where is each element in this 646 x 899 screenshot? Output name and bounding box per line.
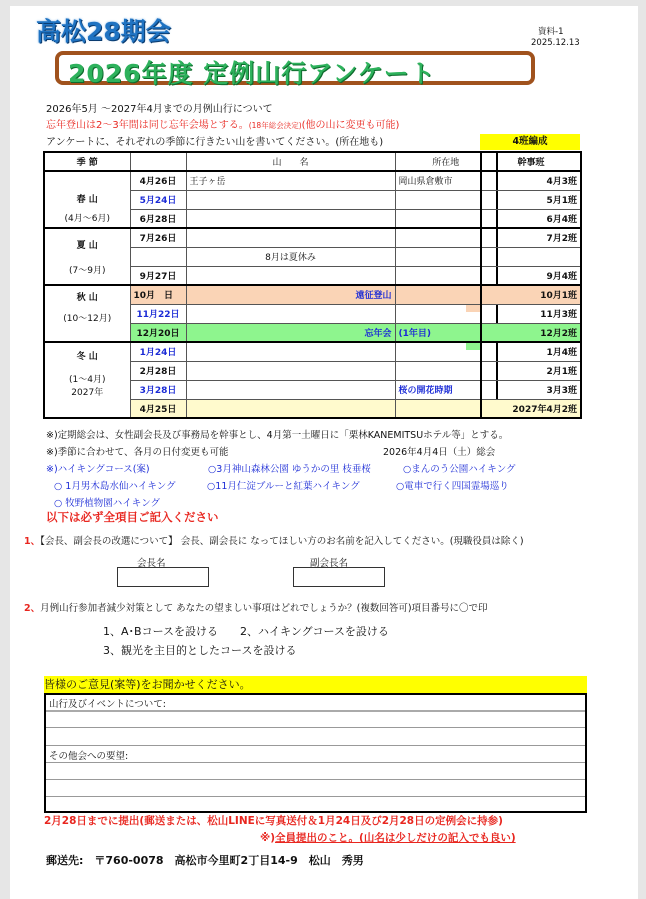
all-submit-prefix: ※) bbox=[260, 832, 276, 844]
deadline-notice: 2月28日までに提出(郵送または、松山LINEに写真送付＆1月24日及び2月28日の定例会に持参) bbox=[44, 815, 503, 827]
note-general-meeting: ※)定期総会は、女性副会長及び事務局を幹事とし、4月第一土曜日に「栗林KANEMITSUホテル等」とする。 bbox=[46, 430, 509, 441]
season-name: 春 山 bbox=[76, 194, 98, 205]
date-cell: 6月28日 bbox=[130, 209, 186, 228]
hiking-course-item: ○11月仁淀ブルーと紅葉ハイキング bbox=[207, 481, 360, 492]
intro-line-1: 2026年5月 ～2027年4月までの月例山行について bbox=[46, 104, 273, 115]
opinion-events-line[interactable] bbox=[46, 745, 585, 746]
mountain-cell[interactable] bbox=[186, 209, 395, 228]
required-notice: 以下は必ず全項目ご記入ください bbox=[46, 510, 219, 524]
team-cell: 7月2班 bbox=[481, 228, 581, 247]
schedule-table bbox=[43, 151, 498, 419]
mountain-cell[interactable]: 王子ヶ岳 bbox=[186, 171, 395, 190]
vice-president-label: 副会長名 bbox=[310, 558, 349, 569]
date-cell: 9月27日 bbox=[130, 266, 186, 285]
mountain-cell[interactable] bbox=[186, 228, 395, 247]
date-cell: 3月28日 bbox=[130, 380, 186, 399]
mountain-cell[interactable] bbox=[186, 342, 395, 361]
table-row bbox=[44, 171, 497, 190]
option-3[interactable]: 3、観光を主目的としたコースを設ける bbox=[103, 644, 297, 657]
table-row bbox=[44, 342, 497, 361]
header-date bbox=[130, 152, 186, 171]
option-2[interactable]: 2、ハイキングコースを設ける bbox=[240, 625, 389, 638]
intro-rule: 忘年登山は2～3年間は同じ忘年会場とする。 bbox=[46, 120, 249, 131]
option-1[interactable]: 1、A･Bコースを設ける bbox=[103, 625, 219, 638]
header-location: 所在地 bbox=[395, 152, 497, 171]
season-name: 秋 山 bbox=[76, 292, 98, 303]
team-cell: 10月1班 bbox=[481, 285, 581, 304]
team-cell bbox=[481, 247, 581, 266]
date-cell bbox=[130, 247, 186, 266]
intro-rule-tail: (他の山に変更も可能) bbox=[301, 120, 400, 131]
header-mountain: 山 名 bbox=[186, 152, 395, 171]
note-date-change: ※)季節に合わせて、各月の日付変更も可能 bbox=[46, 447, 229, 458]
date-cell: 1月24日 bbox=[130, 342, 186, 361]
team-cell: 2027年4月2班 bbox=[481, 399, 581, 418]
mailing-address: 郵送先: 〒760-0078 高松市今里町2丁目14-9 松山 秀男 bbox=[46, 854, 364, 867]
opinion-requests-line[interactable] bbox=[46, 762, 585, 763]
cherry-blossom-note: 桜の開花時期 bbox=[395, 380, 497, 399]
mountain-cell[interactable] bbox=[186, 304, 395, 323]
organization-name: 高松28期会 bbox=[36, 17, 171, 46]
summer-break-note: 8月は夏休み bbox=[186, 247, 395, 266]
intro-line-3: アンケートに、それぞれの季節に行きたい山を書いてください。(所在地も) bbox=[46, 137, 384, 148]
all-submit-notice bbox=[260, 830, 516, 845]
hiking-course-item: ○電車で行く四国霊場巡り bbox=[396, 481, 509, 492]
date-cell: 11月22日 bbox=[130, 304, 186, 323]
document-number: 資料-1 bbox=[538, 27, 564, 37]
hiking-course-item: ○3月神山森林公園 ゆうかの里 枝垂桜 bbox=[208, 464, 371, 475]
question-text: 月例山行参加者減少対策として あなたの望ましい事項はどれでしょうか？(複数回答可)項目番号に〇で印 bbox=[40, 603, 488, 614]
question-number: 1、 bbox=[24, 536, 41, 547]
team-cell: 5月1班 bbox=[481, 190, 581, 209]
mountain-cell[interactable] bbox=[186, 399, 395, 418]
question-2 bbox=[24, 600, 488, 614]
mountain-cell[interactable] bbox=[186, 361, 395, 380]
date-cell: 5月24日 bbox=[130, 190, 186, 209]
season-range: (7～9月) bbox=[69, 265, 106, 276]
season-year: 2027年 bbox=[71, 387, 104, 398]
date-cell: 4月26日 bbox=[130, 171, 186, 190]
team-table bbox=[480, 151, 582, 419]
team-cell: 12月2班 bbox=[481, 323, 581, 342]
question-text: 【会長、副会長の改選について】 会長、副会長に なってほしい方のお名前を記入してください。(現職役員は除く) bbox=[40, 536, 524, 547]
team-cell: 9月4班 bbox=[481, 266, 581, 285]
president-name-input[interactable] bbox=[117, 567, 209, 587]
opinion-label-events: 山行及びイベントについて: bbox=[49, 699, 167, 710]
vice-president-name-input[interactable] bbox=[293, 567, 385, 587]
hiking-course-item: ○ 牧野植物園ハイキング bbox=[54, 498, 161, 509]
expedition-cell: 遠征登山 bbox=[186, 285, 395, 304]
opinion-box bbox=[44, 693, 587, 813]
hiking-label: ※)ハイキングコース(案) bbox=[46, 464, 150, 475]
team-group-label: 4班編成 bbox=[480, 134, 580, 150]
season-winter bbox=[44, 342, 130, 418]
date-cell: 2月28日 bbox=[130, 361, 186, 380]
president-label: 会長名 bbox=[137, 558, 166, 569]
season-name: 冬 山 bbox=[76, 351, 98, 362]
opinion-requests-line[interactable] bbox=[46, 779, 585, 780]
season-summer bbox=[44, 228, 130, 285]
table-row bbox=[44, 228, 497, 247]
page-title: 2026年度 定例山行アンケート bbox=[68, 59, 436, 88]
opinion-requests-line[interactable] bbox=[46, 796, 585, 797]
season-name: 夏 山 bbox=[76, 240, 98, 251]
team-cell: 4月3班 bbox=[481, 171, 581, 190]
header-season: 季 節 bbox=[44, 152, 130, 171]
intro-line-2 bbox=[46, 116, 399, 131]
question-1 bbox=[24, 533, 524, 547]
document-page bbox=[10, 6, 638, 899]
mountain-cell[interactable] bbox=[186, 266, 395, 285]
hiking-course-item: ○まんのう公園ハイキング bbox=[403, 464, 516, 475]
season-autumn bbox=[44, 285, 130, 342]
all-submit-text: 全員提出のこと。(山名は少しだけの記入でも良い) bbox=[275, 832, 516, 844]
table-row bbox=[44, 285, 497, 304]
team-cell: 11月3班 bbox=[481, 304, 581, 323]
date-cell: 12月20日 bbox=[130, 323, 186, 342]
general-meeting-date: 2026年4月4日（土）総会 bbox=[383, 447, 496, 458]
year-end-party-note: (1年目) bbox=[395, 323, 497, 342]
date-cell: 7月26日 bbox=[130, 228, 186, 247]
divider bbox=[46, 710, 585, 712]
team-cell: 2月1班 bbox=[481, 361, 581, 380]
mountain-cell[interactable] bbox=[186, 190, 395, 209]
opinion-events-line[interactable] bbox=[46, 727, 585, 728]
team-header: 幹事班 bbox=[481, 152, 581, 171]
document-date: 2025.12.13 bbox=[531, 38, 580, 48]
mountain-cell[interactable] bbox=[186, 380, 395, 399]
opinion-label-requests: その他会への要望: bbox=[49, 751, 129, 762]
opinion-header: 皆様のご意見(案等)をお聞かせください。 bbox=[44, 676, 587, 693]
year-end-party-cell: 忘年会 bbox=[186, 323, 395, 342]
location-cell[interactable]: 岡山県倉敷市 bbox=[395, 171, 497, 190]
season-range: (10～12月) bbox=[63, 313, 112, 324]
team-cell: 3月3班 bbox=[481, 380, 581, 399]
season-range: (1～4月) bbox=[69, 374, 106, 385]
team-cell: 6月4班 bbox=[481, 209, 581, 228]
season-spring bbox=[44, 171, 130, 228]
hiking-course-item: ○ 1月男木島水仙ハイキング bbox=[54, 481, 176, 492]
season-range: (4月～6月) bbox=[64, 213, 110, 224]
team-cell: 1月4班 bbox=[481, 342, 581, 361]
date-cell: 10月 日 bbox=[130, 285, 186, 304]
intro-rule-note: (18年総会決定) bbox=[248, 121, 302, 130]
question-number: 2、 bbox=[24, 603, 41, 614]
date-cell: 4月25日 bbox=[130, 399, 186, 418]
